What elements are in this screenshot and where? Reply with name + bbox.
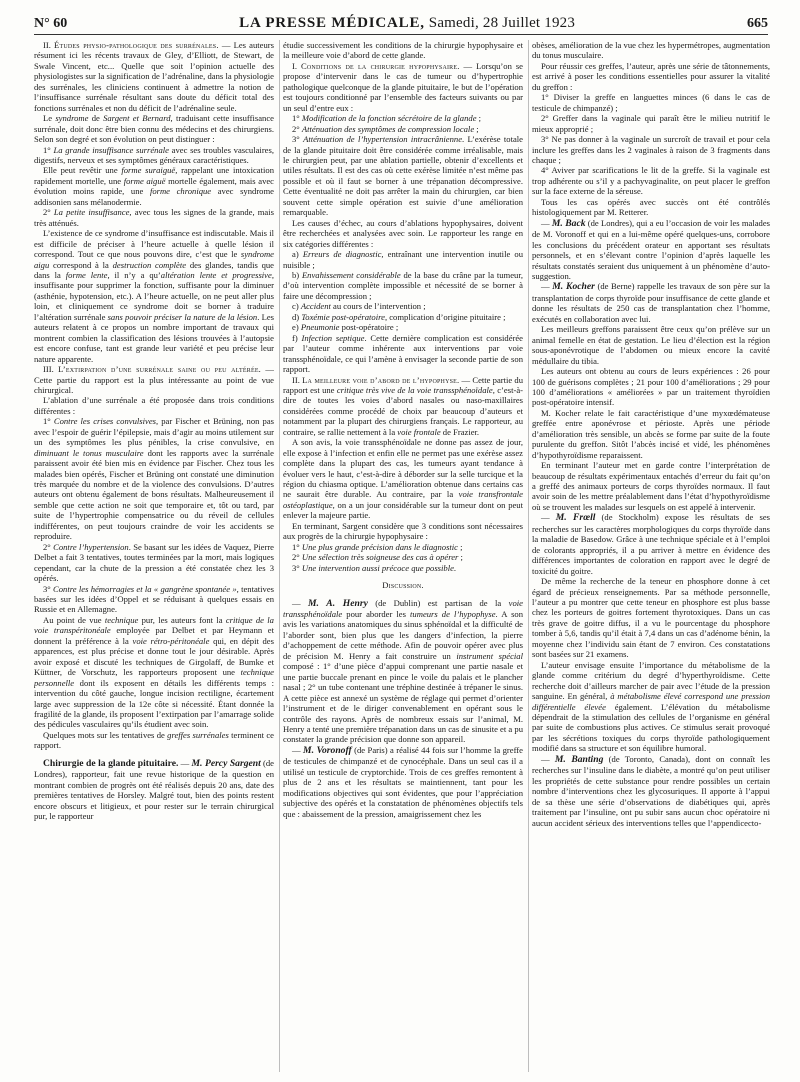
paragraph: 1° Contre les crises convulsives, par Fischer et Brüning, non pas avec l’espoir de guérir l’épilepsie, mais d’agir au moins utilement sur un des symptômes les plus pénibles, la crise convulsive, en diminuant le tonus musculaire dont les rapports avec la surrénale paraissent avoir été bien mis en évidence par Fischer. Chez tous les malades bien opérés, Fischer et Brüning ont constaté une diminution très marquée du nombre et de la violence des convulsions. D’autres auteurs ont obtenu également de bons résultats. Malheureusement il semble que cette action ne soit que temporaire et, tôt ou tard, par suite de l’hypertrophie compensatrice ou du réveil de cellules indifférentes, on peut toujours craindre de voir les accidents se reproduire. [34, 416, 274, 542]
paragraph: — M. Banting (de Toronto, Canada), dont on connaît les recherches sur l’insuline dans le diabète, a montré qu’on peut utiliser les propriétés de cette substance pour rendre possibles un certain nombre d’interventions chez les glycosuriques. Il apporte à l’appui de sa thèse une série d’observations de diabétiques qui, après traitement par l’insuline, ont pu subir sans aucun choc opératoire ni aucun accident sérieux des interventions telles que l’appendicecto- [532, 753, 770, 828]
paragraph: obèses, amélioration de la vue chez les hypermétropes, augmentation du tonus musculaire. [532, 40, 770, 61]
paragraph: d) Toxémie post-opératoire, complication d’origine pituitaire ; [292, 311, 506, 322]
paragraph: 1° Une plus grande précision dans le diagnostic ; [292, 541, 463, 552]
section-heading-pituitary: Chirurgie de la glande pituitaire. — M. Percy Sargent (de Londres), rapporteur, fait une revue historique de la question en montrant combien de progrès ont été réalisés depuis 20 ans, date des premières tentatives de Horsley. Malgré tout, bien des points restent encore obscurs et litigieux, et pour rester sur le terrain chirurgical pur, le rapporteur [34, 757, 274, 822]
column-rule [279, 40, 280, 1072]
paragraph: III. L’extirpation d’une surrénale saine ou peu altérée. — Cette partie du rapport est la plus intéressante au point de vue chirurgical. [34, 364, 274, 395]
page-number-left: N° 60 [34, 16, 68, 31]
paragraph: 2° Une sélection très soigneuse des cas à opérer ; [292, 552, 463, 563]
paragraph: Au point de vue technique pur, les auteurs font la critique de la voie transpéritonéale employée par Delbet et par Heymann et donnent la préférence à la voie rétro-péritonéale qui, en dépit des apparences, est plus précise et donne tout le jour désirable. Après avoir exposé et discuté les techniques de Girgolaff, de Bumke et Küttner, de Vorschutz, les rapporteurs proposent une technique personnelle dont ils exposent en détails les différents temps : intervention du côté gauche, longue incision rectiligne, écartement large avec suppression de la 12e côte si nécessité. Étant donnée la fragilité de la glande, ils proposent l’extirpation par l’amarrage solide des pédicules vasculaires qu’ils étudient avec soin. [34, 614, 274, 730]
paragraph: — M. Back (de Londres), qui a eu l’occasion de voir les malades de M. Voronoff et qui en a lui-même opéré quelques-uns, corrobore les conclusions du précédent orateur en apportant ses résultats personnels, et en s’élevant contre l’opinion d’après laquelle les résultats constatés seraient dus uniquement à un phénomène d’auto-suggestion. [532, 217, 770, 281]
paragraph: a) Erreurs de diagnostic, entraînant une intervention inutile ou nuisible ; [283, 249, 523, 270]
paragraph: 3° Atténuation de l’hypertension intracrânienne. L’exérèse totale de la glande pituitaire doit être considérée comme irréalisable, mais le chirurgien peut, par une ablation partielle, obtenir d’excellents et utiles résultats. Il est des cas où cette exérèse limitée n’est même pas possible et où il faut se borner à une trépanation décompressive. Cette éventualité ne doit pas arrêter la main du chirurgien, car bien souvent cette simple opération est suivie d’une amélioration remarquable. [283, 134, 523, 218]
page-header [34, 10, 768, 35]
paragraph: f) Infection septique. Cette dernière complication est considérée par l’auteur comme inhérente aux interventions par voie transsphénoïdale, ce qui l’amène à envisager la seconde partie de son rapport. [283, 332, 523, 375]
paragraph: Tous les cas opérés avec succès ont été contrôlés histologiquement par M. Retterer. [532, 196, 770, 218]
paragraph: En terminant l’auteur met en garde contre l’interprétation de beaucoup de résultats expérimentaux entachés d’erreur du fait qu’on a greffé des animaux porteurs de corps thyroïdes normaux. Il faut avoir soin de les mettre préalablement dans l’état d’hypothyroïdisme où se trouvent les malades sur lesquels on est appelé à intervenir. [532, 460, 770, 512]
paragraph: Les meilleurs greffons paraissent être ceux qu’on prélève sur un animal femelle en état de gestation. Le lieu d’élection est la région sous-aponévrotique de l’abdomen ou mieux encore la cavité médullaire du tibia. [532, 324, 770, 366]
column-2 [283, 40, 523, 1076]
paragraph: 1° Modification de la fonction sécrétoire de la glande ; [292, 113, 482, 124]
paragraph: c) Accident au cours de l’intervention ; [292, 301, 426, 312]
paragraph: — M. Frœll (de Stockholm) expose les résultats de ses recherches sur les caractères morphologiques du corps thyroïde dans la maladie de Basedow. Grâce à une technique spéciale et à l’emploi de colorants appropriés, il a pu arriver à mettre en évidence des différences importantes de coloration en rapport avec le degré de toxicité du goitre. [532, 512, 770, 576]
paragraph: Les causes d’échec, au cours d’ablations hypophysaires, doivent être recherchées et analysées avec soin. Le rapporteur les range en six catégories différentes : [283, 217, 523, 249]
paragraph: 3° Contre les hémorragies et la « gangrène spontanée », tentatives basées sur les idées d’Oppel et se réduisant à quelques essais en Russie et en Allemagne. [34, 583, 274, 615]
paragraph: 4° Aviver par scarifications le lit de la greffe. Si la vaginale est trop adhérente ou s’il y a pachyvaginalite, on peut placer le greffon sur la face externe de la séreuse. [532, 165, 770, 197]
paragraph: étudie successivement les conditions de la chirurgie hypophysaire et la meilleure voie d’abord de cette glande. [283, 40, 523, 61]
paragraph: L’ablation d’une surrénale a été proposée dans trois conditions différentes : [34, 395, 274, 416]
paragraph: M. Kocher relate le fait caractéristique d’une myxœdémateuse greffée entre aponévrose et périoste. Après une période d’amélioration très sensible, un abcès se forme par suite de la foute purulente du greffon. Sitôt l’abcès incisé et vidé, les phénomènes d’hypothyroïdisme reparaissent. [532, 407, 770, 460]
paragraph: 1° La grande insuffisance surrénale avec ses troubles vasculaires, digestifs, nerveux et ses symptômes généraux caractéristiques. [34, 144, 274, 165]
paragraph: 2° Contre l’hypertension. Se basant sur les idées de Vaquez, Pierre Delbet a fait 3 tentatives, toutes terminées par la mort, mais logiques cependant, car la chute de la pression a été constatée chez les 3 opérés. [34, 541, 274, 584]
paragraph: En terminant, Sargent considère que 3 conditions sont nécessaires aux progrès de la chirurgie hypophysaire : [283, 520, 523, 542]
paragraph: A son avis, la voie transsphénoïdale ne donne pas assez de jour, elle expose à l’infection et enfin elle ne permet pas une exérèse assez complète dans la plupart des cas, les tumeurs ayant tendance à évoluer vers le haut, c’est-à-dire à déborder sur la selle turcique et la région du chiasma optique. L’amélioration obtenue dans certains cas ne saurait être durable. Au contraire, par la voie transfrontale ostéoplastique, on a un jour considérable sur la tumeur dont on peut enlever la majeure partie. [283, 437, 523, 521]
column-3 [532, 40, 770, 1076]
paragraph: — M. A. Henry (de Dublin) est partisan de la voie transsphénoïdale pour aborder les tumeurs de l’hypophyse. A son avis les variations anatomiques du sinus sphénoïdal et la difficulté de l’aborder sont, bien plus que les dangers d’infection, la pierre d’achoppement de cette méthode. Afin de pouvoir opérer avec plus de précision M. Henry a fait construire un instrument spécial composé : 1° d’une pièce d’appui comprenant une partie nasale et une partie buccale prenant en pince le voile du palais et le plancher nasal ; 2° un tube contenant une tréphine destinée à trépaner le sinus. A cette pièce est annexé un système de réglage qui permet d’orienter l’instrument et de le diriger convenablement en opérant sous le contrôle des rayons. Après de nombreux essais sur l’animal, M. Henry a tenté une première trépanation dans un cas de sinusite et a pu constater la grande précision que donne son appareil. [283, 597, 523, 745]
paragraph: I. Conditions de la chirurgie hypophysaire. — Lorsqu’on se propose d’intervenir dans le cas de tumeur ou d’hypertrophie pathologique quelconque de la glande pituitaire, le but de l’opération est toujours conditionné par l’ensemble des facteurs suivants ou par un seul d’entre eux : [283, 60, 523, 113]
paragraph: 2° Greffer dans la vaginale qui paraît être le milieu nutritif le mieux approprié ; [532, 113, 770, 134]
paragraph: II. Études physio-pathologique des surrénales. — Les auteurs résument ici les récents travaux de Gley, d’Elliott, de Stewart, de Swale Vincent, etc... Quelle que soit l’opinion actuelle des physiologistes sur la signification de l’adrénaline, dans la physiologie des surrénales, les cliniciens continuent à admettre la notion de l’insuffisance surrénale résultant sans doute du déficit total des fonctions surrénales et non du déficit de l’adrénaline seule. [34, 40, 274, 113]
paragraph: e) Pneumonie post-opératoire ; [292, 322, 399, 333]
journal-title: LA PRESSE MÉDICALE, [239, 15, 425, 31]
paragraph: L’auteur envisage ensuite l’importance du métabolisme de la glande comme critérium du degré d’hyperthyroïdisme. Cette recherche doit d’ailleurs marcher de pair avec l’étude de la pression sanguine. En général, à métabolisme élevé correspond une pression différentielle élevée également. L’élévation du métabolisme dépendrait de la stimulation des cellules de l’organisme en général par suite de combustions plus actives. Ce stimulus serait provoqué par les sécrétions toxiques du corps thyroïde pathologiquement modifié dans sa structure et son équilibre humoral. [532, 659, 770, 754]
paragraph: De même la recherche de la teneur en phosphore donne à cet égard de précieux renseignements. Par sa méthode personnelle, l’auteur a pu montrer que cette teneur en phosphore est plus basse chez les porteurs de goitres fortement thyrotoxiques. Dans un cas très grave de goitre diffus, il a vu le pourcentage du phosphore tomber à 5,6, tandis qu’il était à 7,4 dans un cas d’adénome bénin, la moyenne chez l’individu sain étant de 7 environ. Ces constatations sont basées sur 21 examens. [532, 576, 770, 660]
paragraph: Elle peut revêtir une forme suraiguë, rappelant une intoxication rapidement mortelle, une forme aiguë mortelle également, mais avec évolution moins rapide, une forme chronique avec syndrome addisonien sans mélanodermie. [34, 165, 274, 207]
paragraph: 2° Atténuation des symptômes de compression locale ; [292, 123, 479, 134]
paragraph: 3° Une intervention aussi précoce que possible. [292, 562, 457, 573]
issue-date: Samedi, 28 Juillet 1923 [428, 15, 576, 31]
paragraph: — M. Kocher (de Berne) rappelle les travaux de son père sur la transplantation de corps thyroïde pour insuffisance de cette glande et donne les résultats de 250 cas de transplantation chez l’homme, exécutés en collaboration avec lui. [532, 281, 770, 324]
paragraph: 1° Diviser la greffe en languettes minces (6 dans le cas de testicule de chimpanzé) ; [532, 92, 770, 113]
paragraph: — M. Voronoff (de Paris) a réalisé 44 fois sur l’homme la greffe de testicules de chimpanzé et de cynocéphale. Dans un seul cas il a utilisé un testicule de cryptorchide. Trois de ces greffes remontent à plus de 2 ans et les résultats se maintiennent, tant pour les modifications objectives qui sont évidentes, que pour l’appréciation subjective des opérés et la constatation de phénomènes objectifs tels que : abaissement de la pression, amaigrissement chez les [283, 744, 523, 819]
discussion-heading: Discussion. [382, 580, 424, 591]
column-1 [34, 40, 274, 1076]
paragraph: Pour réussir ces greffes, l’auteur, après une série de tâtonnements, est arrivé à poser les conditions essentielles pour assurer la vitalité du greffon : [532, 60, 770, 92]
paragraph: Le syndrome de Sargent et Bernard, traduisant cette insuffisance surrénale, doit donc être bien connu des médecins et des chirurgiens. Selon son degré et son évolution on peut distinguer : [34, 113, 274, 145]
journal-header-title [239, 15, 575, 32]
page-number-right: 665 [746, 16, 768, 31]
column-rule [528, 40, 529, 1072]
paragraph: Les auteurs ont obtenu au cours de leurs expériences : 26 pour 100 de guérisons complètes ; 21 pour 100 d’améliorations ; 29 pour 100 d’améliorations « améliorées » par un traitement thyroïdien post-opératoire intensif. [532, 366, 770, 408]
paragraph: Quelques mots sur les tentatives de greffes surrénales terminent ce rapport. [34, 729, 274, 751]
paragraph: 2° La petite insuffisance, avec tous les signes de la grande, mais très atténués. [34, 207, 274, 228]
paragraph: II. La meilleure voie d’abord de l’hypophyse. — Cette partie du rapport est une critique très vive de la voie transsphénoïdale, c’est-à-dire de toutes les voies d’abord nasales ou naso-maxillaires considérées comme procédé de choix par beaucoup d’auteurs et notamment par la plupart des chirurgiens français. Le rapporteur, au contraire, se rallie nettement à la voie frontale de Frazier. [283, 374, 523, 437]
paragraph: L’existence de ce syndrome d’insuffisance est indiscutable. Mais il est difficile de préciser à l’heure actuelle à quelle lésion il correspond. Tout ce que nous pouvons dire, c’est que le syndrome aigu correspond à la destruction complète des glandes, tandis que dans la forme lente, il n’y a qu’altération lente et progressive, insuffisante pour supprimer la fonction, suffisante pour la diminuer (asthénie, hypotension, etc.). A l’heure actuelle, on ne peut aller plus loin, et cliniquement ce syndrome doit se borner à traduire l’altération surrénale sans pouvoir préciser la nature de la lésion. Les auteurs relatent à ce propos un nombre important de travaux qui montrent combien la classification des lésions trouvées à l’autopsie est encore confuse, tant est grande leur variété et peu précise leur nature apparente. [34, 228, 274, 364]
paragraph: 3° Ne pas donner à la vaginale un surcroît de travail et pour cela inclure les greffes dans les 2 vaginales à raison de 3 fragments dans chaque ; [532, 134, 770, 165]
paragraph: b) Envahissement considérable de la base du crâne par la tumeur, d’où intervention complète impossible et nécessité de se borner à faire une décompression ; [283, 269, 523, 301]
